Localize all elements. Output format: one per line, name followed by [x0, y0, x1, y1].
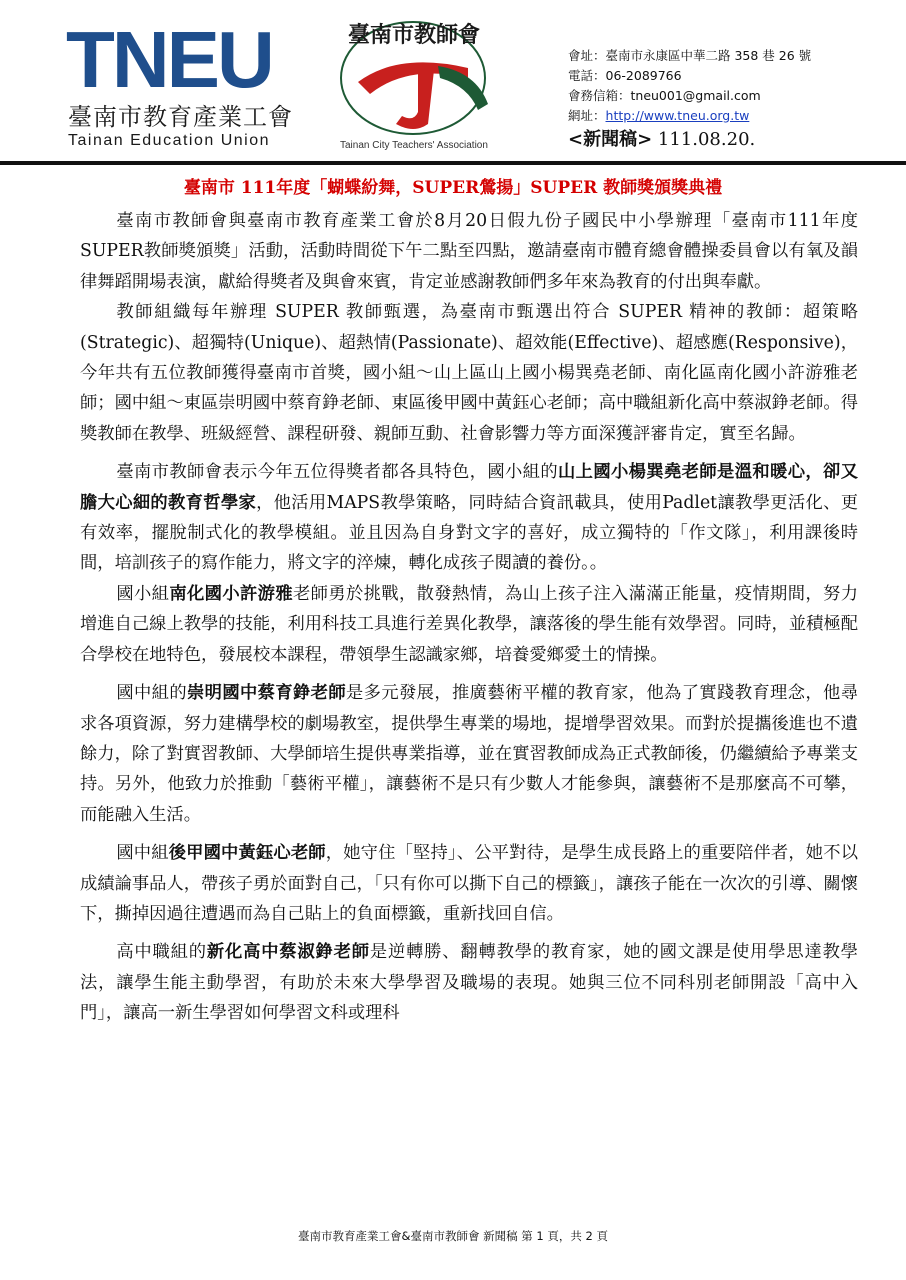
paragraph-text: 是逆轉勝、翻轉教學的教育家，她的國文課是使用學思達教學法，讓學生能主動學習，有助於未來大學學習及職場的表現。她與三位不同科別老師開設「高中入門」，讓高一新生學習如何學習文科或理科: [80, 942, 858, 1024]
paragraph: [80, 838, 858, 929]
highlighted-name: 後甲國中黃鈺心老師: [168, 843, 326, 864]
paragraph-text: 是多元發展，推廣藝術平權的教育家，他為了實踐教育理念，他尋求各項資源，努力建構學校的劇場教室，提供學生專業的場地，提增學習效果。而對於提攜後進也不遺餘力，除了對實習教師、大學師培生提供專業指導，並在實習教師成為正式教師後，仍繼續給予專業支持。另外，他致力於推動「藝術平權」，讓藝術不是只有少數人才能參與，讓藝術不是那麼高不可攀，而能融入生活。: [80, 683, 858, 825]
document-body: [80, 206, 858, 1029]
paragraph: [80, 579, 858, 670]
highlighted-name: 山上國小楊巽堯老師是溫和暖心，卻又膽大心細的教育哲學家: [80, 462, 858, 513]
paragraph-text: 高中職組的: [116, 942, 207, 963]
letterhead: [0, 0, 906, 160]
paragraph: [80, 297, 858, 449]
tneu-logo: [66, 15, 293, 149]
contact-address: 會址：臺南市永康區中華二路 358 巷 26 號: [568, 48, 812, 63]
paragraph-text: 國中組的: [116, 683, 187, 704]
header-divider: [0, 161, 906, 165]
tta-logo-chinese-name: 臺南市教師會: [347, 22, 481, 48]
tta-logo-english-name: Tainan City Teachers' Association: [340, 140, 488, 151]
document-title: 臺南市 111年度「蝴蝶紛舞，SUPER鶯揚」SUPER 教師獎頒獎典禮: [183, 178, 723, 198]
paragraph: [80, 457, 858, 579]
tta-logo: [318, 12, 518, 158]
highlighted-name: 崇明國中蔡育錚老師: [187, 683, 347, 704]
paragraph-text: 老師勇於挑戰，散發熱情，為山上孩子注入滿滿正能量，疫情期間，努力增進自己線上教學的技能，利用科技工具進行差異化教學，讓落後的學生能有效學習。同時，並積極配合學校在地特色，發展校本課程，帶領學生認識家鄉，培養愛鄉愛土的情操。: [80, 583, 858, 665]
tneu-logo-english-name: Tainan Education Union: [68, 132, 271, 149]
contact-email: 會務信箱：tneu001@gmail.com: [568, 88, 761, 103]
paragraph-text: 臺南市教師會與臺南市教育產業工會於8月20日假九份子國民中小學辦理「臺南市111年度SUPER教師獎頒獎」活動，活動時間從下午二點至四點，邀請臺南市體育總會體操委員會以有氧及韻律舞蹈開場表演，獻給得獎者及與會來賓，肯定並感謝教師們多年來為教育的付出與奉獻。: [80, 211, 858, 292]
press-release-tag: [568, 128, 755, 152]
contact-info: [568, 46, 811, 126]
press-release-date: 111.08.20.: [657, 129, 756, 150]
press-release-label: <新聞稿>: [568, 129, 653, 150]
paragraph: [80, 937, 858, 1028]
paragraph-text: ，他活用MAPS教學策略，同時結合資訊載具，使用Padlet讓教學更活化、更有效率，擺脫制式化的教學模組。並且因為自身對文字的喜好，成立獨特的「作文隊」，利用課後時間，培訓孩子的寫作能力，將文字的淬煉，轉化成孩子閱讀的養份。。: [80, 492, 858, 574]
paragraph-text: 國中組: [116, 843, 169, 864]
paragraph-text: ，她守住「堅持」、公平對待，是學生成長路上的重要陪伴者，她不以成績論事品人，帶孩子勇於面對自己，「只有你可以撕下自己的標籤」，讓孩子能在一次次的引導、關懷下，撕掉因過往遭遇而為自己貼上的負面標籤，重新找回自信。: [80, 843, 858, 924]
paragraph: [80, 206, 858, 297]
highlighted-name: 新化高中蔡淑錚老師: [206, 942, 370, 963]
highlighted-name: 南化國小許游雅: [169, 583, 294, 604]
contact-phone: 電話：06-2089766: [568, 68, 682, 83]
page-footer: 臺南市教育產業工會&臺南市教師會 新聞稿 第 1 頁，共 2 頁: [297, 1229, 609, 1243]
website-label: 網址：: [568, 108, 606, 123]
paragraph-text: 臺南市教師會表示今年五位得獎者都各具特色，國小組的: [116, 462, 559, 483]
contact-website: [568, 106, 811, 126]
paragraph: [80, 678, 858, 830]
paragraph-text: 國小組: [116, 583, 170, 604]
paragraph-text: 教師組織每年辦理 SUPER 教師甄選，為臺南市甄選出符合 SUPER 精神的教師：超策略(Strategic)、超獨特(Unique)、超熱情(Passionate)、超效能(Effective)、超感應(Responsive)，今年共有五位教師獲得臺南市首獎，國小組～山上區山上國小楊巽堯老師、南化區南化國小許游雅老師；國中組～東區崇明國中蔡育錚老師、東區後甲國中黃鈺心老師；高中職組新化高中蔡淑錚老師。得獎教師在教學、班級經營、課程研發、親師互動、社會影響力等方面深獲評審肯定，實至名歸。: [80, 302, 858, 444]
website-link[interactable]: http://www.tneu.org.tw: [605, 108, 750, 123]
tneu-logo-letters: TNEU: [66, 15, 272, 104]
tneu-logo-chinese-name: 臺南市教育產業工會: [68, 103, 293, 131]
tta-emblem-icon: [318, 12, 518, 140]
